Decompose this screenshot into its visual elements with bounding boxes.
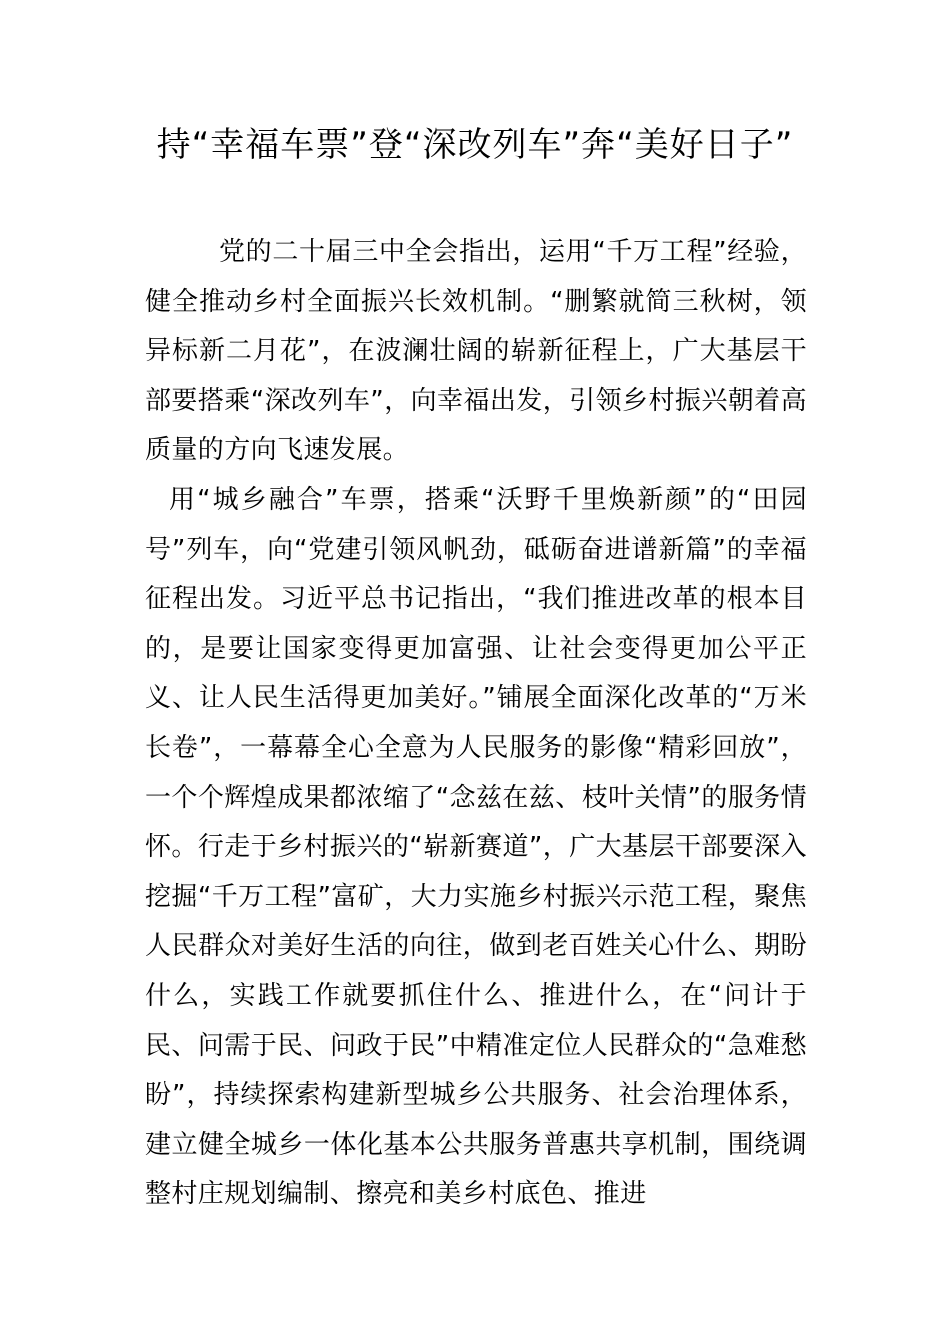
paragraph: 用“城乡融合”车票，搭乘“沃野千里焕新颜”的“田园号”列车，向“党建引领风帆劲，砥砺奋进谱新篇”的幸福征程出发。习近平总书记指出，“我们推进改革的根本目的，是要让国家变得更加富强、让社会变得更加公平正义、让人民生活得更加美好。”铺展全面深化改革的“万米长卷”，一幕幕全心全意为人民服务的影像“精彩回放”，一个个辉煌成果都浓缩了“念兹在兹、枝叶关情”的服务情怀。行走于乡村振兴的“崭新赛道”，广大基层干部要深入挖掘“千万工程”富矿，大力实施乡村振兴示范工程，聚焦人民群众对美好生活的向往，做到老百姓关心什么、期盼什么，实践工作就要抓住什么、推进什么，在“问计于民、问需于民、问政于民”中精准定位人民群众的“急难愁盼”，持续探索构建新型城乡公共服务、社会治理体系，建立健全城乡一体化基本公共服务普惠共享机制，围绕调整村庄规划编制、擦亮和美乡村底色、推进 [145,484,807,1210]
paragraph: 党的二十届三中全会指出，运用“千万工程”经验，健全推动乡村全面振兴长效机制。“删繁就简三秋树，领异标新二月花”，在波澜壮阔的崭新征程上，广大基层干部要搭乘“深改列车”，向幸福出发，引领乡村振兴朝着高质量的方向飞速发展。 [145,237,807,466]
document-body [145,228,807,1220]
document-title: 持“幸福车票”登“深改列车”奔“美好日子” [156,125,794,165]
